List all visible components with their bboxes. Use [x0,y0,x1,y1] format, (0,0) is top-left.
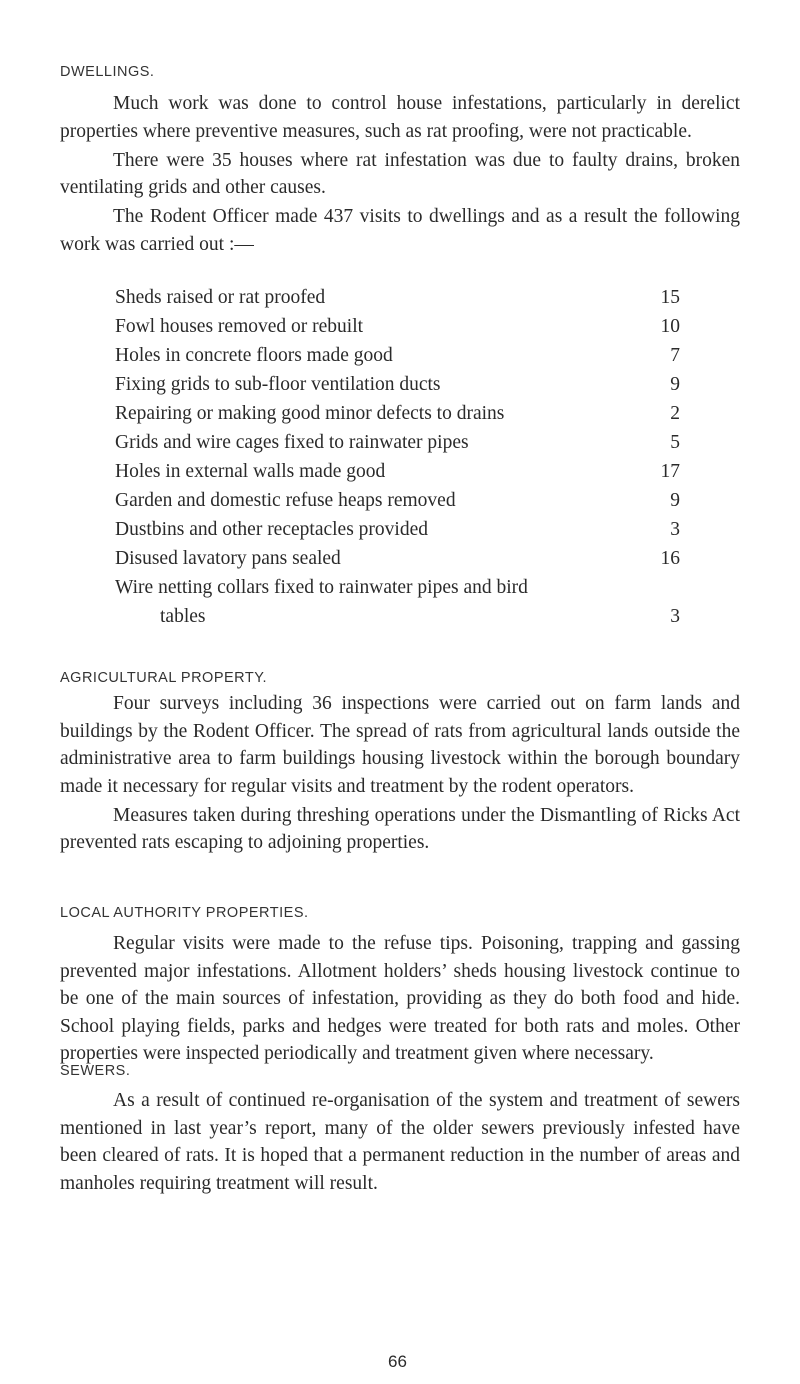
work-item-label: Holes in external walls made good [115,461,386,482]
local-authority-text [60,930,740,1069]
work-items-list [115,283,680,631]
dwellings-heading: DWELLINGS. [60,64,155,80]
paragraph: Four surveys including 36 inspections were carried out on farm lands and buildings by the Rodent Officer. The spread of rats from agricultural lands outside the administrative area to farm buildings housing livestock within the borough boundary made it necessary for regular visits and treatment by the rodent operators. [60,693,740,797]
work-item-label: Holes in concrete floors made good [115,345,393,366]
work-item-label: tables [160,606,206,627]
work-item-label: Dustbins and other receptacles provided [115,519,428,540]
work-item-count: 2 [670,403,680,424]
work-item-row [115,544,680,573]
work-item-count: 10 [660,316,680,337]
paragraph: Measures taken during threshing operations under the Dismantling of Ricks Act prevented rats escaping to adjoining properties. [60,804,740,853]
sewers-heading: SEWERS. [60,1063,131,1079]
agricultural-heading: AGRICULTURAL PROPERTY. [60,670,268,686]
work-item-label: Wire netting collars fixed to rainwater pipes and bird [115,577,528,598]
agricultural-text [60,690,740,858]
work-item-count: 3 [670,606,680,627]
work-item-count: 16 [660,548,680,569]
work-item-row-continued [115,602,680,631]
work-item-label: Fixing grids to sub-floor ventilation ducts [115,374,441,395]
work-item-row [115,283,680,312]
work-item-label: Grids and wire cages fixed to rainwater pipes [115,432,469,453]
paragraph: Regular visits were made to the refuse tips. Poisoning, trapping and gassing prevented major infestations. Allotment holders’ sheds housing livestock continue to be one of the main sources of infestation, providing as they do both food and hide. School playing fields, parks and hedges were treated for both rats and moles. Other properties were inspected periodically and treatment given where necessary. [60,933,740,1064]
work-item-row [115,312,680,341]
work-item-count: 17 [660,461,680,482]
page-number: 66 [388,1352,407,1371]
work-item-row [115,457,680,486]
work-item-label: Sheds raised or rat proofed [115,287,326,308]
dwellings-text [60,90,740,260]
work-item-count: 9 [670,374,680,395]
paragraph: There were 35 houses where rat infestation was due to faulty drains, broken ventilating grids and other causes. [60,149,740,198]
paragraph: The Rodent Officer made 437 visits to dwellings and as a result the following work was carried out :— [60,206,740,255]
local-authority-heading: LOCAL AUTHORITY PROPERTIES. [60,905,309,921]
work-item-label: Disused lavatory pans sealed [115,548,341,569]
work-item-count: 5 [670,432,680,453]
sewers-text [60,1087,740,1199]
work-item-count: 9 [670,490,680,511]
work-item-row [115,341,680,370]
work-item-row [115,573,680,602]
work-item-row [115,428,680,457]
work-item-row [115,515,680,544]
work-item-count: 7 [670,345,680,366]
work-item-label: Garden and domestic refuse heaps removed [115,490,456,511]
work-item-row [115,370,680,399]
paragraph: As a result of continued re-organisation of the system and treatment of sewers mentioned in last year’s report, many of the older sewers previously infested have been cleared of rats. It is hoped that a permanent reduction in the number of areas and manholes requiring treatment will result. [60,1090,740,1194]
work-item-label: Fowl houses removed or rebuilt [115,316,364,337]
work-item-row [115,486,680,515]
work-item-label: Repairing or making good minor defects to drains [115,403,505,424]
paragraph: Much work was done to control house infestations, particularly in derelict properties where preventive measures, such as rat proofing, were not practicable. [60,93,740,142]
work-item-count: 15 [660,287,680,308]
work-item-row [115,399,680,428]
work-item-count: 3 [670,519,680,540]
